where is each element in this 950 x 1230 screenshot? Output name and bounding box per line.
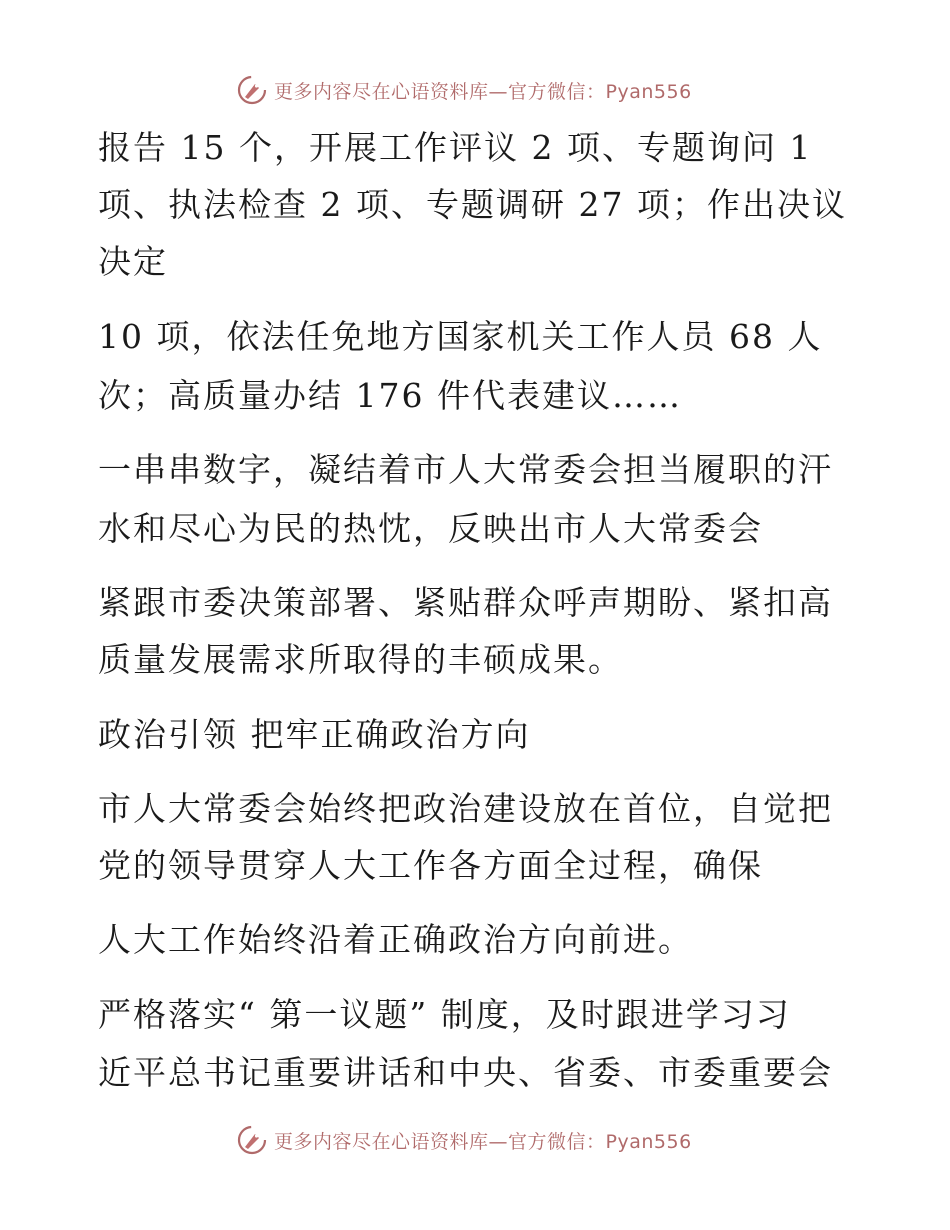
pen-nib-circle-icon [236,74,268,106]
text-line: 市人大常委会始终把政治建设放在首位，自觉把 [98,789,833,828]
text-line: 项、执法检查 2 项、专题调研 27 项；作出决议 [98,185,847,224]
text-line: 报告 15 个，开展工作评议 2 项、专题询问 1 [98,128,813,167]
text-line: 严格落实“ 第一议题” 制度，及时跟进学习习 [98,995,791,1034]
header-watermark [236,73,692,107]
text-line: 一串串数字，凝结着市人大常委会担当履职的汗 [98,450,833,489]
text-line: 10 项，依法任免地方国家机关工作人员 68 人 [98,317,823,356]
text-line: 近平总书记重要讲话和中央、省委、市委重要会 [98,1053,833,1092]
text-line: 质量发展需求所取得的丰硕成果。 [98,640,623,679]
watermark-text: 更多内容尽在心语资料库—官方微信：Pyan556 [274,1130,692,1153]
text-line: 次；高质量办结 176 件代表建议…… [98,376,682,415]
text-line: 紧跟市委决策部署、紧贴群众呼声期盼、紧扣高 [98,583,833,622]
text-line: 党的领导贯穿人大工作各方面全过程，确保 [98,846,763,885]
text-line: 决定 [98,242,168,281]
watermark-text: 更多内容尽在心语资料库—官方微信：Pyan556 [274,80,692,103]
text-line: 人大工作始终沿着正确政治方向前进。 [98,920,693,959]
section-heading: 政治引领 把牢正确政治方向 [98,715,531,754]
pen-nib-circle-icon [236,1124,268,1156]
footer-watermark [236,1123,692,1157]
text-line: 水和尽心为民的热忱，反映出市人大常委会 [98,509,763,548]
